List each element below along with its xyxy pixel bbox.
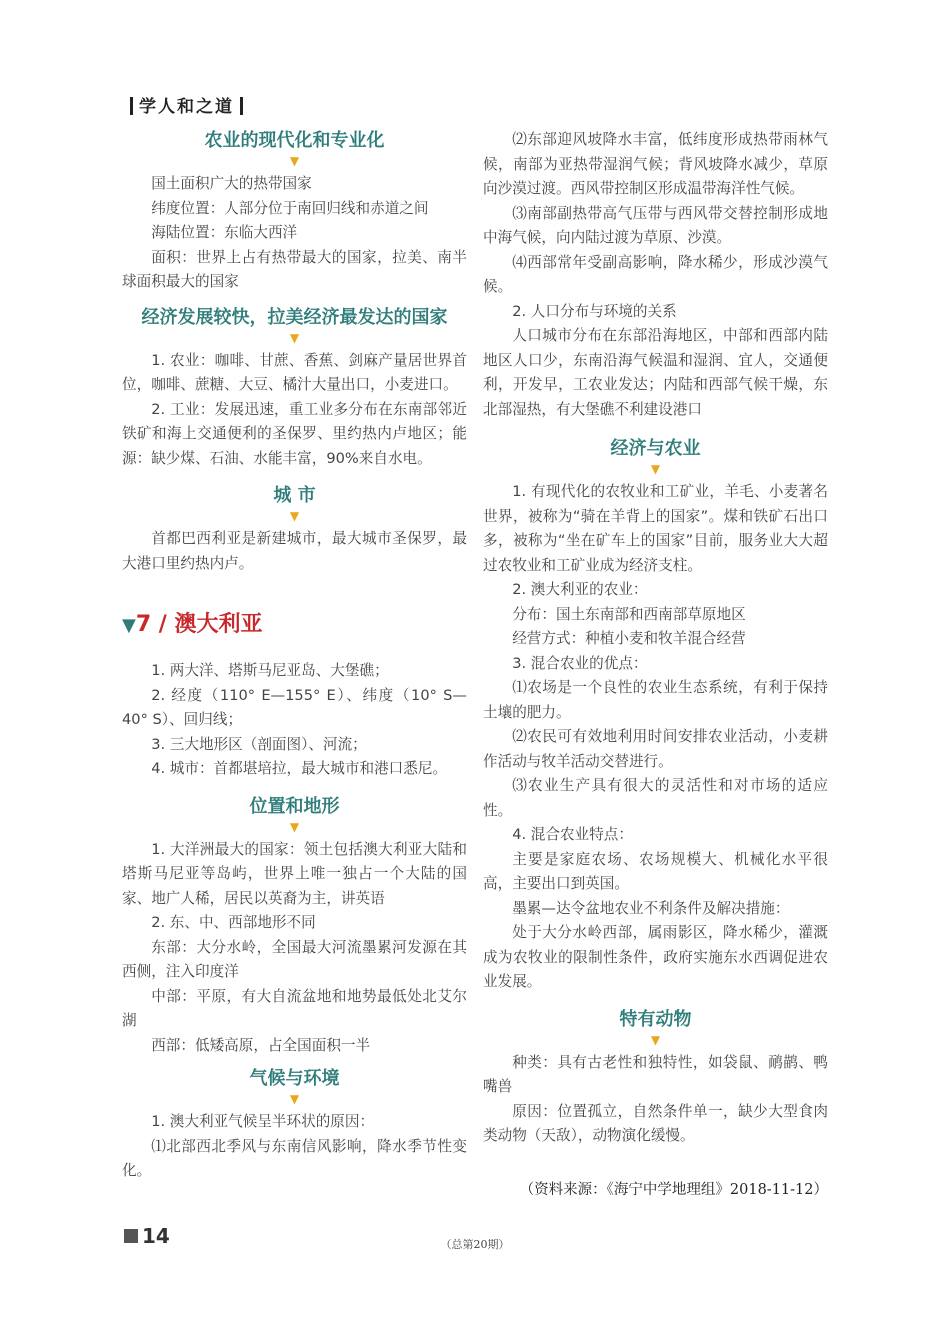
paragraph: 原因：位置孤立，自然条件单一，缺少大型食肉类动物（天敌），动物演化缓慢。 [483,1102,828,1144]
paragraph: 1. 农业：咖啡、甘蔗、香蕉、剑麻产量居世界首位，咖啡、蔗糖、大豆、橘汁大量出口，小麦进口。 [122,351,467,393]
paragraph: 2. 工业：发展迅速，重工业多分布在东南部邻近铁矿和海上交通便利的圣保罗、里约热内卢地区；能源：缺少煤、石油、水能丰富，90%来自水电。 [122,400,467,467]
triangle-marker-icon: ▼ [650,462,661,476]
paragraph: 首都巴西利亚是新建城市，最大城市圣保罗，最大港口里约热内卢。 [122,530,467,572]
paragraph: 西部：低矮高原，占全国面积一半 [151,1036,371,1054]
paragraph: ⑶南部副热带高气压带与西风带交替控制形成地中海气候，向内陆过渡为草原、沙漠。 [483,204,828,246]
triangle-marker-icon: ▼ [289,330,300,345]
section-title-economy: 经济发展较快，拉美经济最发达的国家 [141,306,448,328]
paragraph: ⑵东部迎风坡降水丰富，低纬度形成热带雨林气候，南部为亚热带湿润气候；背风坡降水减少，草原向沙漠过渡。西风带控制区形成温带海洋性气候。 [483,131,828,197]
paragraph: 处于大分水岭西部，属雨影区，降水稀少，灌溉成为农牧业的限制性条件，政府实施东水西调促进农业发展。 [483,924,828,990]
page-number-text: 14 [142,1224,170,1248]
paragraph: ⑴北部西北季风与东南信风影响，降水季节性变化。 [122,1137,467,1179]
paragraph: 中部：平原，有大自流盆地和地势最低处北艾尔湖 [122,987,467,1029]
chapter-title-text: 7 / 澳大利亚 [135,612,263,637]
section-title-climate: 气候与环境 [249,1068,340,1089]
paragraph: 人口城市分布在东部沿海地区，中部和西部内陆地区人口少，东南沿海气候温和湿润、宜人，交通便利，开发早，工农业发达；内陆和西部气候干燥，东北部湿热，有大堡礁不利建设港口 [483,327,828,418]
paragraph: 1. 有现代化的农牧业和工矿业，羊毛、小麦著名世界，被称为“骑在羊背上的国家”。煤和铁矿石出口多，被称为“坐在矿车上的国家”目前，服务业大大超过农牧业和工矿业成为经济支柱。 [483,483,828,574]
paragraph: 1. 两大洋、塔斯马尼亚岛、大堡礁； [151,662,389,679]
paragraph: 主要是家庭农场、农场规模大、机械化水平很高，主要出口到英国。 [483,850,828,892]
section-title-economy-agriculture: 经济与农业 [610,438,701,459]
paragraph: ⑶农业生产具有很大的灵活性和对市场的适应性。 [483,777,828,819]
triangle-marker-icon: ▼ [650,1032,661,1047]
paragraph: 2. 经度（110° E—155° E）、纬度（10° S—40° S）、回归线； [122,686,467,728]
paragraph: 1. 澳大利亚气候呈半环状的原因： [151,1113,375,1130]
column-title: 学人和之道 [139,97,234,117]
paragraph: ⑵农民可有效地利用时间安排农业活动，小麦耕作活动与牧羊活动交替进行。 [483,728,828,770]
section-title-animals: 特有动物 [619,1008,692,1030]
paragraph: 分布：国土东南部和西南部草原地区 [512,605,746,623]
paragraph: 2. 澳大利亚的农业： [512,581,648,598]
paragraph: ⑴农场是一个良性的农业生态系统，有利于保持土壤的肥力。 [483,679,828,721]
chapter-intro [122,659,467,782]
paragraph: 4. 混合农业特点： [512,826,633,843]
paragraph: ⑷西部常年受副高影响，降水稀少，形成沙漠气候。 [483,253,828,295]
paragraph: 纬度位置：人部分位于南回归线和赤道之间 [151,199,429,217]
section-title-cities: 城 市 [273,485,316,506]
section-title-location: 位置和地形 [249,795,340,817]
paragraph: 东部：大分水岭，全国最大河流墨累河发源在其西侧，注入印度洋 [122,938,467,980]
left-column [122,128,467,1184]
paragraph: 国土面积广大的热带国家 [151,175,312,192]
paragraph: 3. 混合农业的优点： [512,654,648,672]
paragraph: 1. 大洋洲最大的国家：领土包括澳大利亚大陆和塔斯马尼亚等岛屿，世界上唯一独占一个大陆的国家、地广人稀，居民以英裔为主，讲英语 [122,840,467,907]
triangle-marker-icon: ▼ [289,509,300,523]
paragraph: 4. 城市：首都堪培拉，最大城市和港口悉尼。 [151,760,448,777]
issue-number: （总第20期） [440,1238,510,1251]
triangle-marker-icon: ▼ [289,819,300,834]
paragraph: 2. 东、中、西部地形不同 [151,914,316,931]
paragraph: 3. 三大地形区（剖面图）、河流； [151,735,367,753]
chapter-arrow-icon: ▼ [122,615,136,636]
chapter-title [122,610,467,641]
section-title-agriculture: 农业的现代化和专业化 [204,130,385,151]
paragraph: 经营方式：种植小麦和牧羊混合经营 [512,630,746,647]
paragraph: 墨累—达令盆地农业不利条件及解决措施： [512,899,790,917]
right-column [483,128,828,1201]
paragraph: 2. 人口分布与环境的关系 [512,302,677,320]
paragraph: 种类：具有古老性和独特性，如袋鼠、鸸鹋、鸭嘴兽 [483,1053,828,1095]
paragraph: 面积：世界上占有热带最大的国家，拉美、南半球面积最大的国家 [122,248,467,290]
paragraph: 海陆位置：东临大西洋 [151,224,298,241]
triangle-marker-icon: ▼ [289,1092,300,1106]
column-header [124,92,249,117]
source-citation: （资料来源：《海宁中学地理组》2018-11-12） [519,1181,828,1198]
triangle-marker-icon: ▼ [289,154,300,168]
